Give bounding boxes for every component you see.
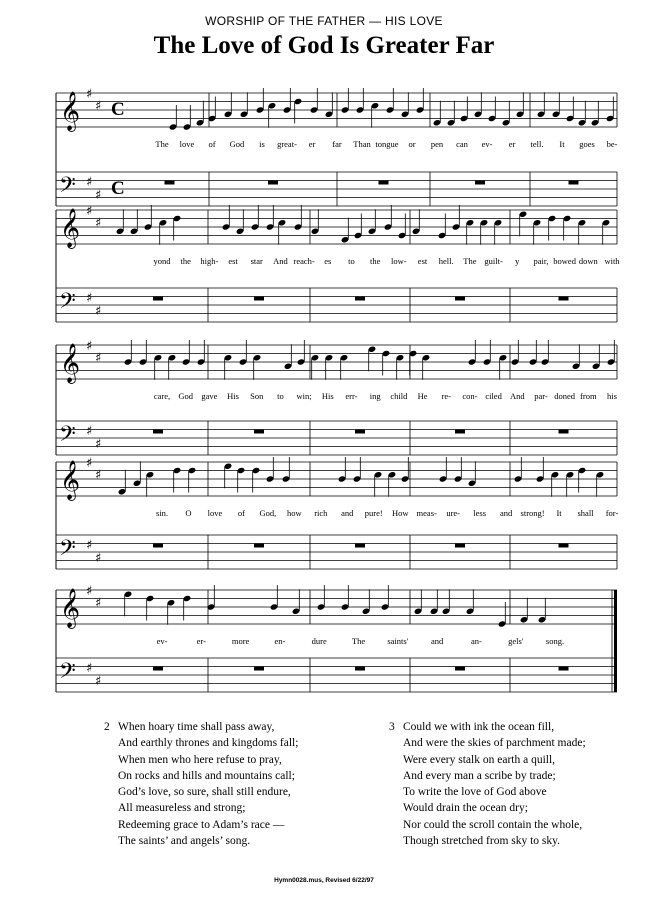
lyric-syllable: to xyxy=(348,256,355,266)
lyric-syllable: and xyxy=(430,636,444,646)
lyric-syllable: O xyxy=(185,508,192,518)
lyric-syllable: guilt- xyxy=(484,256,503,266)
hymn-title: The Love of God Is Greater Far xyxy=(153,32,495,59)
lyric-syllable: par- xyxy=(534,391,548,401)
lyric-syllable: And xyxy=(509,391,525,401)
lyric-syllable: rich xyxy=(314,508,328,518)
lyric-syllable: the xyxy=(180,256,191,266)
lyric-syllable: err- xyxy=(345,391,358,401)
treble-clef: 𝄞 xyxy=(60,208,81,248)
lyric-syllable: of xyxy=(237,508,245,518)
whole-rest xyxy=(455,297,465,301)
verse-3 xyxy=(389,719,586,849)
verse-line: When men who here refuse to pray, xyxy=(118,753,282,766)
whole-rest xyxy=(475,181,485,185)
lyric-syllable: ing xyxy=(369,391,381,401)
lyric-syllable: er xyxy=(508,139,516,149)
lyric-syllable: pen xyxy=(430,139,444,149)
whole-rest xyxy=(455,430,465,434)
lyric-syllable: and xyxy=(499,508,513,518)
bass-clef: 𝄢 xyxy=(59,659,76,689)
lyric-syllable: more xyxy=(231,636,250,646)
lyric-syllable: with xyxy=(604,256,620,266)
whole-rest xyxy=(153,297,163,301)
lyric-syllable: down xyxy=(578,256,598,266)
verse-line: And were the skies of parchment made; xyxy=(403,737,586,750)
treble-clef: 𝄞 xyxy=(60,91,81,131)
sharp-sign: ♯ xyxy=(95,304,102,319)
lyric-syllable: It xyxy=(559,139,565,149)
lyric-syllable: yond xyxy=(153,256,171,266)
lyric-syllable: How xyxy=(391,508,409,518)
verse-number: 3 xyxy=(389,721,395,733)
lyric-syllable: ciled xyxy=(485,391,502,401)
whole-rest xyxy=(254,667,264,671)
lyric-syllable: He xyxy=(417,391,428,401)
whole-rest xyxy=(153,667,163,671)
lyric-syllable: It xyxy=(556,508,562,518)
lyric-syllable: shall xyxy=(577,508,594,518)
lyric-syllable: low- xyxy=(391,256,407,266)
lyric-syllable: to xyxy=(277,391,284,401)
verse-line: Would drain the ocean dry; xyxy=(403,802,528,815)
lyric-syllable: great- xyxy=(277,139,297,149)
treble-clef: 𝄞 xyxy=(60,588,81,628)
lyric-syllable: ev- xyxy=(481,139,493,149)
verse-line: To write the love of God above xyxy=(403,786,547,799)
whole-rest xyxy=(355,667,365,671)
lyric-syllable: bowed xyxy=(553,256,576,266)
sharp-sign: ♯ xyxy=(95,468,102,483)
lyric-syllable: dure xyxy=(311,636,327,646)
sharp-sign: ♯ xyxy=(86,584,93,599)
sharp-sign: ♯ xyxy=(95,351,102,366)
sharp-sign: ♯ xyxy=(86,204,93,219)
lyric-syllable: from xyxy=(580,391,597,401)
lyric-syllable: is xyxy=(259,139,265,149)
lyric-syllable: es xyxy=(324,256,332,266)
whole-rest xyxy=(153,430,163,434)
sharp-sign: ♯ xyxy=(95,188,102,203)
bass-clef: 𝄢 xyxy=(59,422,76,452)
lyric-syllable: His xyxy=(227,391,239,401)
verse-line: When hoary time shall pass away, xyxy=(118,721,275,733)
music-system-3 xyxy=(56,339,617,455)
lyric-syllable: ev- xyxy=(156,636,168,646)
lyric-syllable: God xyxy=(178,391,194,401)
whole-rest xyxy=(355,430,365,434)
sharp-sign: ♯ xyxy=(86,339,93,354)
lyric-syllable: en- xyxy=(274,636,286,646)
verse-line: All measureless and strong; xyxy=(118,802,246,815)
lyric-syllable: or xyxy=(408,139,416,149)
whole-rest xyxy=(254,544,264,548)
lyric-syllable: and xyxy=(341,508,354,518)
lyric-syllable: re- xyxy=(441,391,451,401)
lyric-syllable: star xyxy=(250,256,263,266)
lyric-syllable: er- xyxy=(196,636,206,646)
lyric-syllable: sin. xyxy=(155,508,169,518)
sharp-sign: ♯ xyxy=(95,216,102,231)
music-system-5 xyxy=(56,584,617,692)
lyric-syllable: gels' xyxy=(508,636,524,646)
lyric-syllable: can xyxy=(456,139,468,149)
lyric-syllable: con- xyxy=(462,391,478,401)
treble-clef: 𝄞 xyxy=(60,343,81,383)
sharp-sign: ♯ xyxy=(95,596,102,611)
time-signature: C xyxy=(111,99,125,120)
lyric-syllable: love xyxy=(179,139,195,149)
sharp-sign: ♯ xyxy=(86,456,93,471)
music-system-1 xyxy=(56,87,618,206)
verse-line: Though stretched from sky to sky. xyxy=(403,835,561,848)
verse-line: Were every stalk on earth a quill, xyxy=(403,753,556,766)
sharp-sign: ♯ xyxy=(95,674,102,689)
lyric-syllable: Son xyxy=(250,391,264,401)
verse-2 xyxy=(104,719,298,849)
bass-clef: 𝄢 xyxy=(59,173,76,203)
sharp-sign: ♯ xyxy=(95,551,102,566)
verse-line: And earthly thrones and kingdoms fall; xyxy=(118,737,299,750)
music-system-2 xyxy=(56,204,620,322)
lyric-syllable: God xyxy=(229,139,245,149)
lyric-syllable: an- xyxy=(470,636,482,646)
whole-rest xyxy=(559,430,569,434)
lyric-syllable: Than xyxy=(353,139,371,149)
lyric-syllable: er xyxy=(308,139,316,149)
bass-clef: 𝄢 xyxy=(59,289,76,319)
whole-rest xyxy=(153,544,163,548)
lyric-syllable: his xyxy=(607,391,617,401)
sharp-sign: ♯ xyxy=(86,175,93,190)
lyric-syllable: tongue xyxy=(375,139,399,149)
whole-rest xyxy=(559,667,569,671)
lyric-syllable: His xyxy=(321,391,334,401)
lyric-syllable: pair, xyxy=(533,256,549,266)
time-signature: C xyxy=(111,178,125,199)
lyric-syllable: far xyxy=(332,139,342,149)
lyric-syllable: strong! xyxy=(520,508,545,518)
lyric-syllable: win; xyxy=(296,391,312,401)
lyric-syllable: saints' xyxy=(387,636,409,646)
lyric-syllable: how xyxy=(287,508,302,518)
file-footer: Hymn0028.mus, Revised 6/22/97 xyxy=(274,877,374,884)
lyric-syllable: pure! xyxy=(364,508,383,518)
music-system-4 xyxy=(56,456,618,569)
lyric-syllable: song. xyxy=(545,636,565,646)
lyric-syllable: The xyxy=(351,636,366,646)
whole-rest xyxy=(254,430,264,434)
sharp-sign: ♯ xyxy=(86,538,93,553)
lyric-syllable: the xyxy=(369,256,381,266)
lyric-syllable: reach- xyxy=(293,256,315,266)
sharp-sign: ♯ xyxy=(86,87,93,102)
whole-rest xyxy=(559,297,569,301)
verse-line: God’s love, so sure, shall still endure, xyxy=(118,786,291,799)
verse-number: 2 xyxy=(104,721,110,733)
lyric-syllable: be- xyxy=(606,139,618,149)
lyric-syllable: tell. xyxy=(530,139,544,149)
whole-rest xyxy=(569,181,579,185)
whole-rest xyxy=(455,667,465,671)
lyric-syllable: love xyxy=(207,508,223,518)
bass-clef: 𝄢 xyxy=(59,536,76,566)
whole-rest xyxy=(165,181,175,185)
whole-rest xyxy=(455,544,465,548)
sharp-sign: ♯ xyxy=(86,291,93,306)
lyric-syllable: gave xyxy=(201,391,218,401)
lyric-syllable: less xyxy=(473,508,487,518)
lyric-syllable: God, xyxy=(259,508,277,518)
lyric-syllable: The xyxy=(463,256,477,266)
whole-rest xyxy=(268,181,278,185)
whole-rest xyxy=(355,544,365,548)
verse-line: The saints’ and angels’ song. xyxy=(118,835,251,848)
verse-line: Redeeming grace to Adam’s race — xyxy=(118,818,285,831)
lyric-syllable: meas- xyxy=(416,508,437,518)
lyric-syllable: care, xyxy=(153,391,171,401)
sharp-sign: ♯ xyxy=(95,437,102,452)
verse-line: On rocks and hills and mountains call; xyxy=(118,769,295,782)
verse-line: And every man a scribe by trade; xyxy=(403,769,556,782)
lyric-syllable: hell. xyxy=(438,256,454,266)
whole-rest xyxy=(254,297,264,301)
lyric-syllable: est xyxy=(228,256,238,266)
whole-rest xyxy=(559,544,569,548)
lyric-syllable: The xyxy=(155,139,169,149)
lyric-syllable: of xyxy=(208,139,216,149)
lyric-syllable: y xyxy=(515,256,520,266)
lyric-syllable: doned xyxy=(554,391,576,401)
sharp-sign: ♯ xyxy=(86,424,93,439)
verse-line: Could we with ink the ocean fill, xyxy=(403,721,555,733)
whole-rest xyxy=(355,297,365,301)
lyric-syllable: est xyxy=(417,256,428,266)
treble-clef: 𝄞 xyxy=(60,460,81,500)
lyric-syllable: And xyxy=(273,256,288,266)
sharp-sign: ♯ xyxy=(95,99,102,114)
sharp-sign: ♯ xyxy=(86,661,93,676)
page-category-header: WORSHIP OF THE FATHER — HIS LOVE xyxy=(205,14,443,28)
lyric-syllable: for- xyxy=(605,508,619,518)
verse-line: Nor could the scroll contain the whole, xyxy=(403,818,583,831)
lyric-syllable: child xyxy=(390,391,408,401)
lyric-syllable: high- xyxy=(200,256,219,266)
lyric-syllable: ure- xyxy=(446,508,461,518)
whole-rest xyxy=(379,181,389,185)
lyric-syllable: goes xyxy=(579,139,595,149)
